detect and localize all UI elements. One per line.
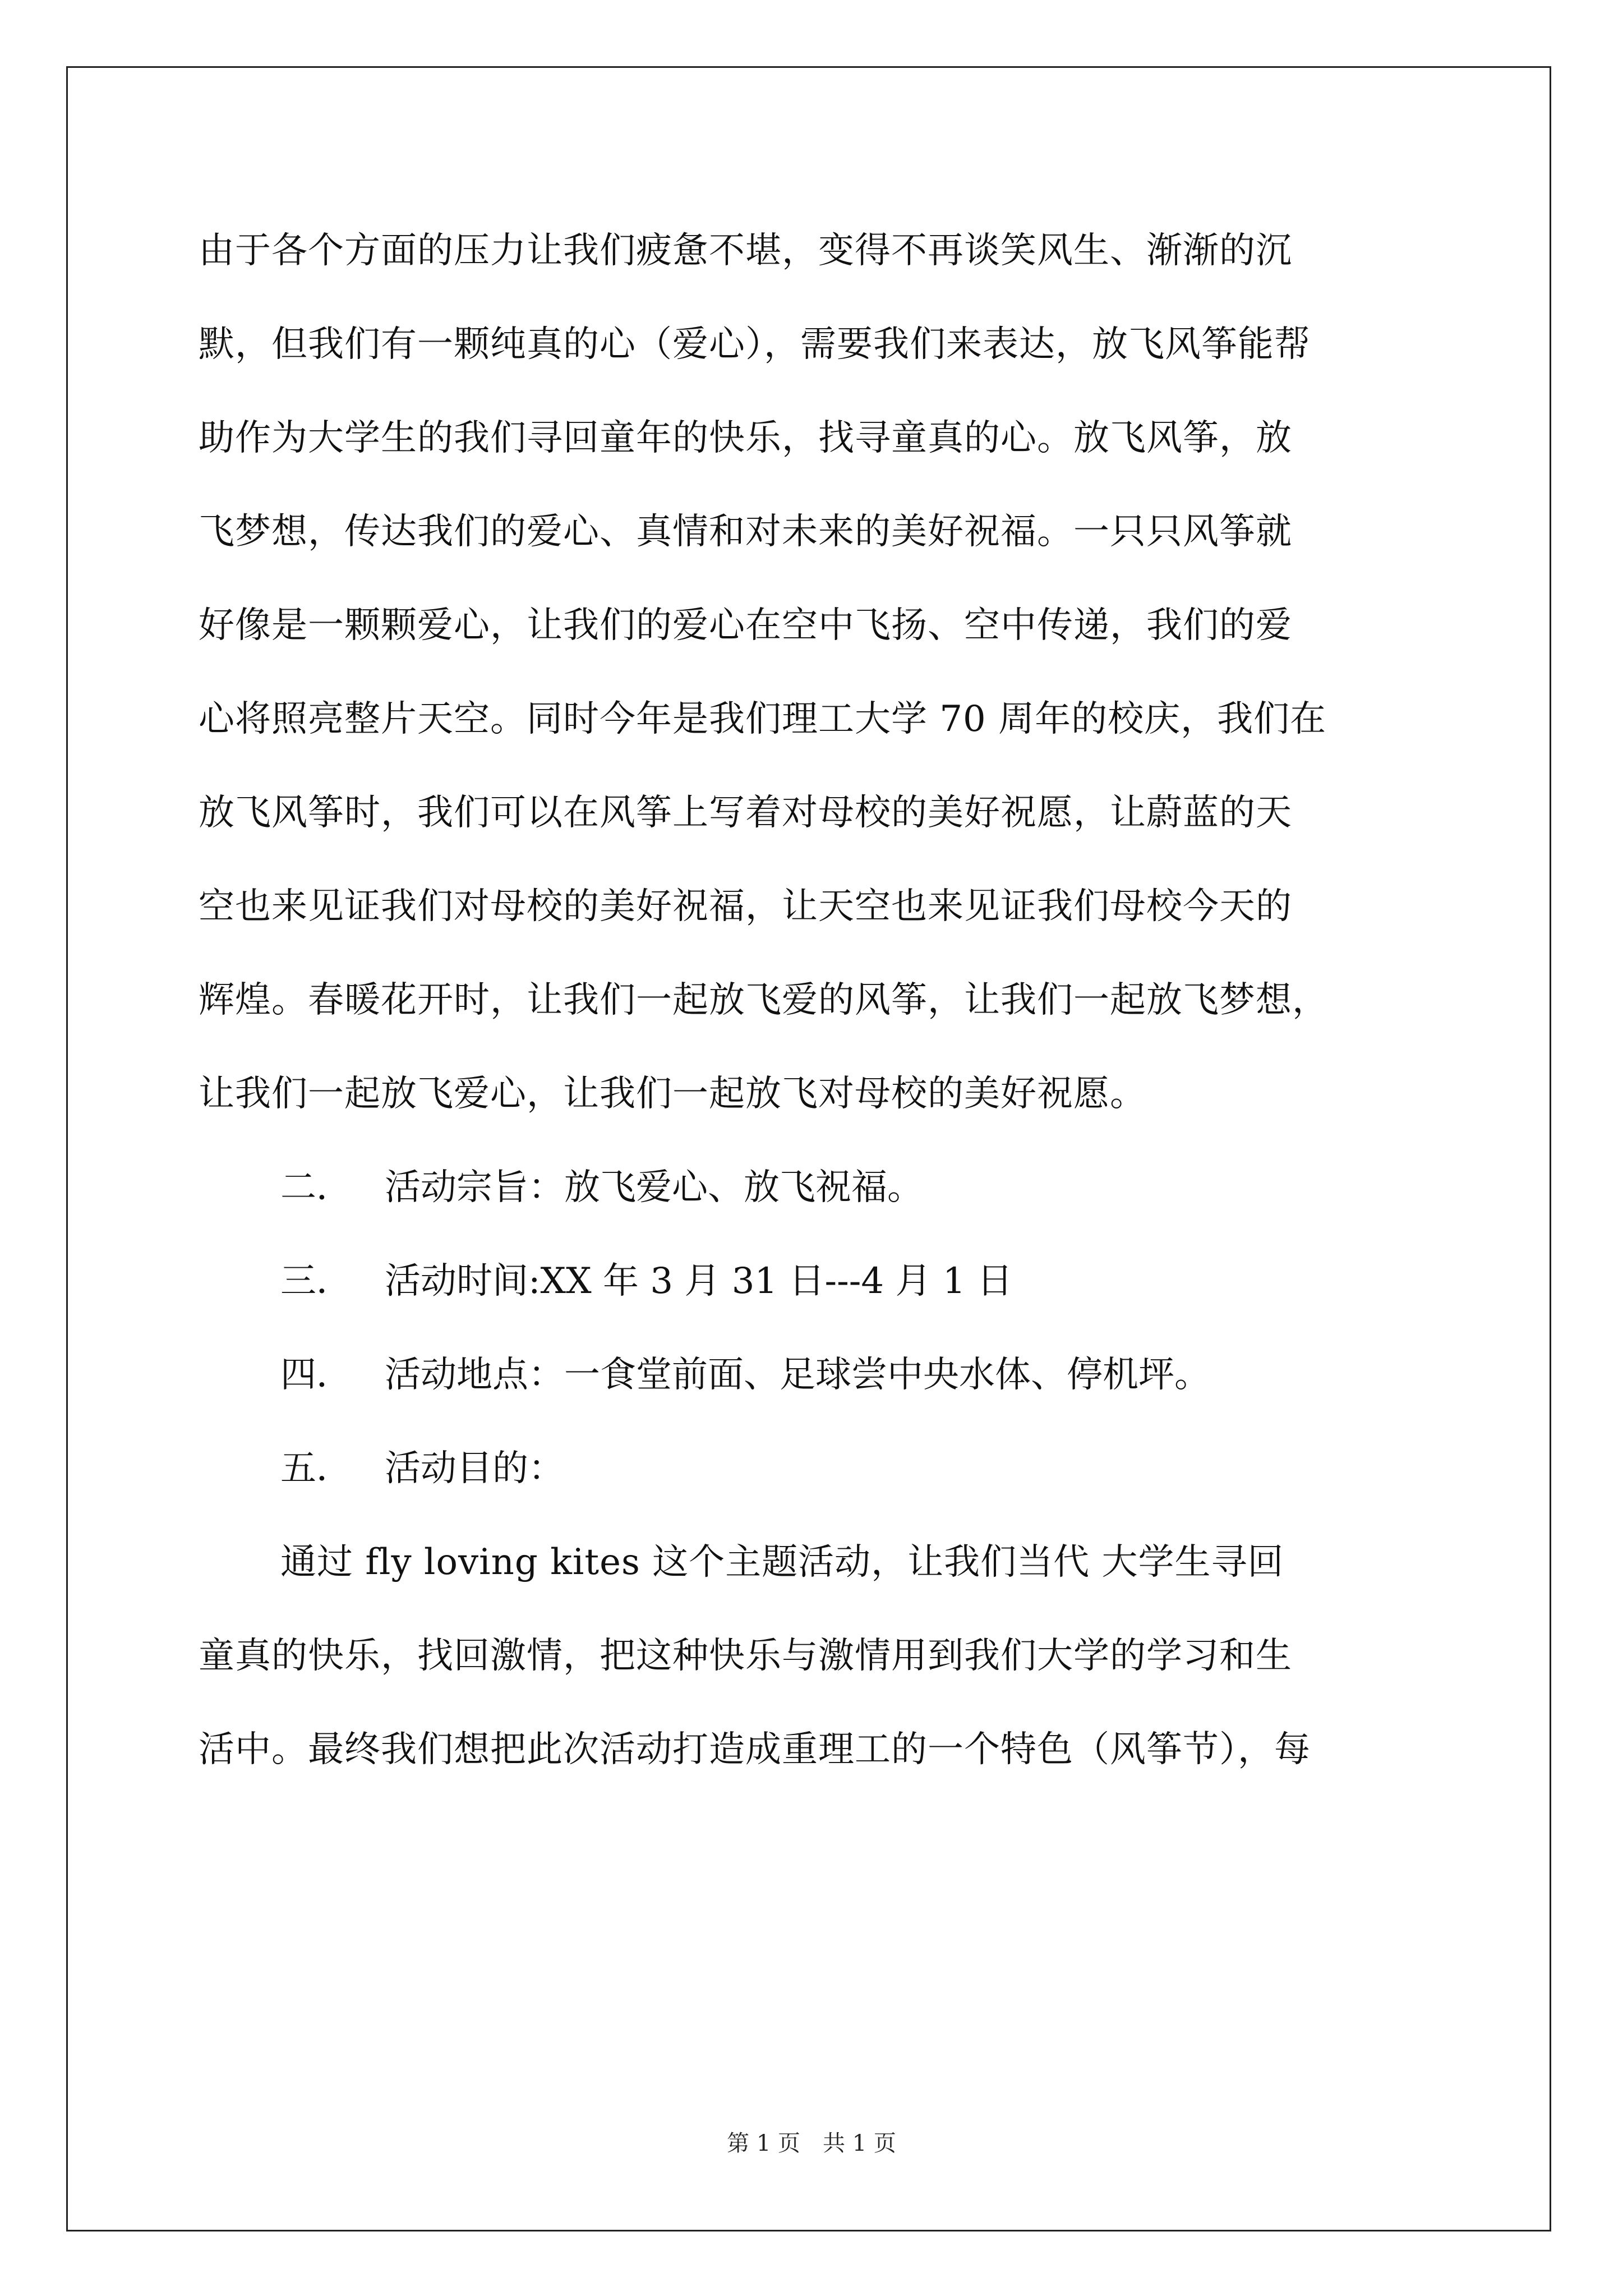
section-number: 五． [280,1448,352,1489]
paragraph-line: 好像是一颗颗爱心，让我们的爱心在空中飞扬、空中传递，我们的爱 [199,605,1292,646]
section-text: 活动目的： [385,1448,564,1489]
paragraph-line: 活中。最终我们想把此次活动打造成重理工的一个特色（风筝节），每 [199,1729,1311,1770]
paragraph-line: 助作为大学生的我们寻回童年的快乐，找寻童真的心。放飞风筝，放 [199,417,1292,459]
paragraph-line: 辉煌。春暖花开时，让我们一起放飞爱的风筝，让我们一起放飞梦想， [199,979,1329,1021]
paragraph-line: 放飞风筝时，我们可以在风筝上写着对母校的美好祝愿，让蔚蓝的天 [199,792,1292,834]
section-number: 三． [280,1260,352,1302]
section-number: 四． [280,1354,352,1396]
section-heading-time [280,1259,1013,1304]
section-text: 活动地点：一食堂前面、足球尝中央水体、停机坪。 [385,1354,1210,1396]
paragraph-line: 让我们一起放飞爱心，让我们一起放飞对母校的美好祝愿。 [199,1073,1146,1115]
paragraph-line: 通过 fly loving kites 这个主题活动，让我们当代 大学生寻回 [280,1542,1284,1583]
paragraph-line: 飞梦想，传达我们的爱心、真情和对未来的美好祝福。一只只风筝就 [199,511,1292,553]
section-number: 二． [280,1167,352,1208]
paragraph-line: 童真的快乐，找回激情，把这种快乐与激情用到我们大学的学习和生 [199,1635,1292,1677]
section-heading-goal [280,1446,564,1491]
paragraph-line: 默，但我们有一颗纯真的心（爱心），需要我们来表达，放飞风筝能帮 [199,324,1311,365]
section-heading-purpose [280,1165,923,1210]
page-footer: 第 1 页 共 1 页 [727,2131,896,2156]
paragraph-line: 心将照亮整片天空。同时今年是我们理工大学 70 周年的校庆，我们在 [199,698,1327,740]
section-text: 活动宗旨：放飞爱心、放飞祝福。 [385,1167,923,1208]
paragraph-line: 由于各个方面的压力让我们疲惫不堪，变得不再谈笑风生、渐渐的沉 [199,230,1292,272]
paragraph-line: 空也来见证我们对母校的美好祝福，让天空也来见证我们母校今天的 [199,886,1292,927]
section-text: 活动时间:XX 年 3 月 31 日---4 月 1 日 [385,1260,1013,1302]
section-heading-location [280,1352,1210,1397]
